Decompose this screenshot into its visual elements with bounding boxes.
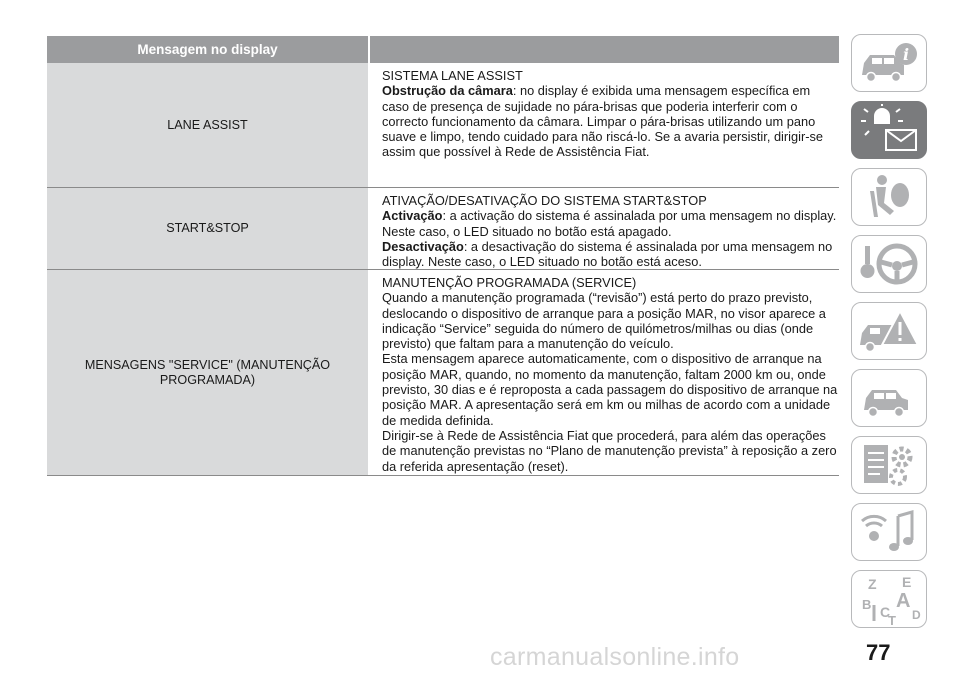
tab-index[interactable] — [851, 570, 927, 628]
tab-service[interactable] — [851, 369, 927, 427]
paragraph: Esta mensagem aparece automaticamente, com o dispositivo de arranque na posição MAR, quando, no momento da manutenção, faltam 2000 km ou, onde previsto, 30 dias e é reproposta a cada passagem do dispositivo de arranque na posição MAR. A apresentação será em km ou milhas de acordo com a unidade de medida definida. — [382, 351, 838, 428]
page-number: 77 — [866, 640, 891, 665]
bold-term: Activação — [382, 208, 443, 224]
bold-term: Obstrução da câmara — [382, 83, 513, 99]
table-row — [47, 270, 839, 476]
paragraph-text: : a activação do sistema é assinalada por uma mensagem no display. Neste caso, o LED situado no botão está apagado. — [382, 208, 837, 239]
message-cell: LANE ASSIST — [47, 63, 368, 187]
table-header — [47, 36, 839, 63]
index-letter: Z — [868, 576, 877, 592]
car-info-icon — [854, 37, 924, 89]
car-emergency-icon — [854, 305, 924, 357]
header-description — [370, 36, 839, 63]
car-service-icon — [854, 372, 924, 424]
tab-multimedia[interactable] — [851, 503, 927, 561]
description-cell — [368, 188, 839, 269]
description-cell — [368, 63, 839, 187]
paragraph: Quando a manutenção programada (“revisão”) está perto do prazo previsto, deslocando o dispositivo de arranque para a posição MAR, no visor aparece a indicação “Service” seguida do número de quilómetros/milhas ou dias (onde previsto) que faltam para a manutenção do veículo. — [382, 290, 826, 352]
warning-light-message-icon — [854, 104, 924, 156]
index-letter: B — [862, 597, 872, 612]
section-title: ATIVAÇÃO/DESATIVAÇÃO DO SISTEMA START&STOP — [382, 193, 707, 208]
index-letter: C — [880, 604, 891, 620]
paragraph-text: : no display é exibida uma mensagem específica em caso de presença de sujidade no pára-brisas que poderia interferir com o correcto funcionamento da câmara. Limpar o pára-brisas utilizando um pano suave e limpo, tendo cuidado para não riscá-lo. Se a avaria persistir, dirigir-se assim que possível à Rede de Assistência Fiat. — [382, 83, 824, 160]
header-display-message: Mensagem no display — [47, 36, 368, 63]
index-letter: A — [896, 590, 911, 612]
tab-technical-data[interactable] — [851, 436, 927, 494]
tab-starting-driving[interactable] — [851, 235, 927, 293]
message-cell: MENSAGENS "SERVICE" (MANUTENÇÃO PROGRAMADA) — [47, 270, 368, 475]
description-cell — [368, 270, 839, 475]
index-letters-icon — [854, 573, 924, 625]
tab-emergency[interactable] — [851, 302, 927, 360]
paragraph — [382, 83, 839, 159]
paragraph — [382, 239, 839, 270]
section-title: SISTEMA LANE ASSIST — [382, 68, 523, 83]
tab-car-info[interactable] — [851, 34, 927, 92]
index-letter: E — [902, 574, 912, 590]
tab-safety[interactable] — [851, 168, 927, 226]
message-table — [47, 36, 839, 476]
technical-data-gear-icon — [854, 439, 924, 491]
index-letter: T — [888, 613, 896, 625]
watermark: carmanualsonline.info — [490, 643, 740, 671]
table-row — [47, 63, 839, 188]
section-title: MANUTENÇÃO PROGRAMADA (SERVICE) — [382, 275, 637, 290]
paragraph-text: : a desactivação do sistema é assinalada por uma mensagem no display. Neste caso, o LED situado no botão está aceso. — [382, 238, 833, 270]
message-cell: START&STOP — [47, 188, 368, 269]
seat-airbag-icon — [854, 171, 924, 223]
paragraph: Dirigir-se à Rede de Assistência Fiat que procederá, para além das operações de manutenção previstas no “Plano de manutenção prevista” à reposição a zero da referida apresentação (reset). — [382, 427, 837, 474]
steering-key-icon — [854, 238, 924, 290]
table-row — [47, 188, 839, 270]
index-letter: D — [912, 608, 921, 622]
paragraph — [382, 208, 839, 239]
svg-text:i: i — [902, 45, 910, 64]
bold-term: Desactivação — [382, 238, 464, 254]
multimedia-music-icon — [854, 506, 924, 558]
tab-warning-lights[interactable] — [851, 101, 927, 159]
